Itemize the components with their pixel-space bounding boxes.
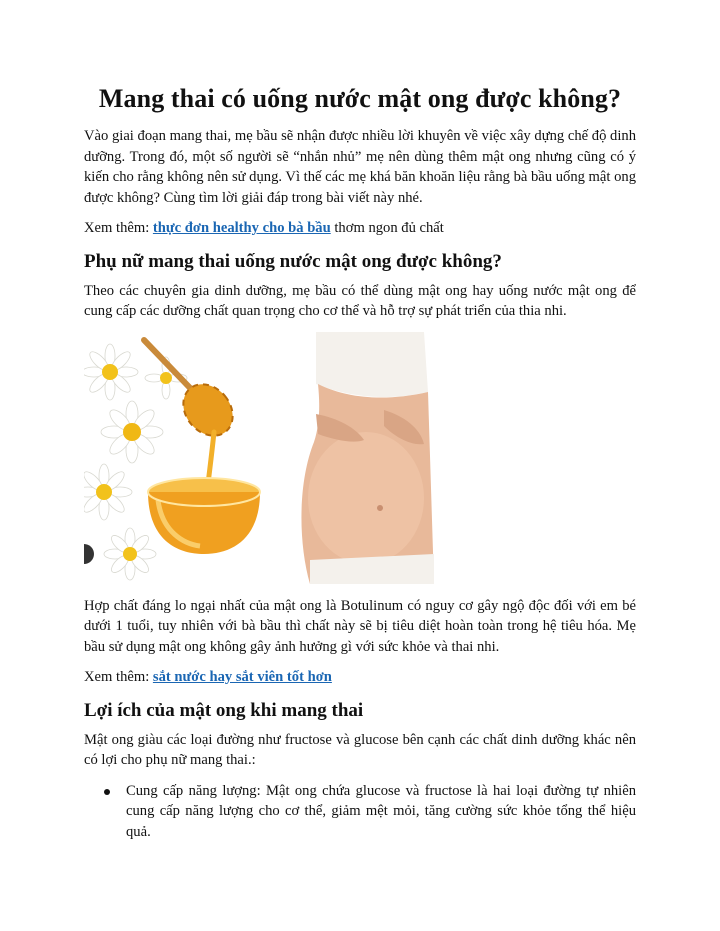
see-also-1-suffix: thơm ngon đủ chất — [330, 220, 444, 236]
section-1-heading: Phụ nữ mang thai uống nước mật ong được không? — [84, 250, 502, 272]
see-also-1 — [84, 218, 636, 239]
pregnant-belly — [270, 332, 456, 584]
botulinum-paragraph: Hợp chất đáng lo ngại nhất của mật ong là Botulinum có nguy cơ gây ngộ độc đối với em bé dưới 1 tuổi, tuy nhiên với bà bầu thì chất này sẽ bị tiêu diệt hoàn toàn trong hệ tiêu hóa. Mẹ bầu sử dụng mật ong không gây ảnh hưởng gì với sức khỏe và thai nhi. — [84, 597, 636, 655]
link-iron-supplement[interactable]: sắt nước hay sắt viên tốt hơn — [152, 669, 332, 685]
list-item — [126, 781, 636, 843]
intro-paragraph: Vào giai đoạn mang thai, mẹ bầu sẽ nhận được nhiều lời khuyên về việc xây dựng chế độ dinh dưỡng. Trong đó, một số người sẽ “nhắn nhủ” mẹ nên dùng thêm mật ong nhưng cũng có ý kiến cho rằng không nên sử dụng. Vì thế các mẹ khá băn khoăn liệu rằng bà bầu uống mật ong được không? Cùng tìm lời giải đáp trong bài viết này nhé. — [84, 128, 636, 206]
benefit-text: Cung cấp năng lượng: Mật ong chứa glucose và fructose là hai loại đường tự nhiên cung cấp năng lượng cho cơ thể, giảm mệt mỏi, tăng cường sức khỏe tổng thể hiệu quả. — [126, 782, 636, 840]
article — [84, 82, 636, 842]
honey-pregnancy-image — [84, 332, 456, 584]
see-also-2-prefix: Xem thêm: — [84, 669, 153, 685]
benefits-list — [84, 781, 636, 843]
link-healthy-menu[interactable]: thực đơn healthy cho bà bầu — [152, 220, 331, 236]
illustration — [84, 332, 456, 584]
see-also-2 — [84, 667, 636, 688]
see-also-1-prefix: Xem thêm: — [84, 220, 153, 236]
bullet-icon — [104, 789, 110, 795]
section-2-paragraph: Mật ong giàu các loại đường như fructose và glucose bên cạnh các chất dinh dưỡng khác nên có lợi cho phụ nữ mang thai.: — [84, 731, 636, 768]
section-2-heading: Lợi ích của mật ong khi mang thai — [84, 699, 364, 721]
page-title: Mang thai có uống nước mật ong được không? — [98, 84, 622, 113]
section-1-paragraph: Theo các chuyên gia dinh dưỡng, mẹ bầu có thể dùng mật ong hay uống nước mật ong để cung cấp các dưỡng chất quan trọng cho cơ thể và hỗ trợ sự phát triển của thia nhi. — [84, 282, 636, 319]
